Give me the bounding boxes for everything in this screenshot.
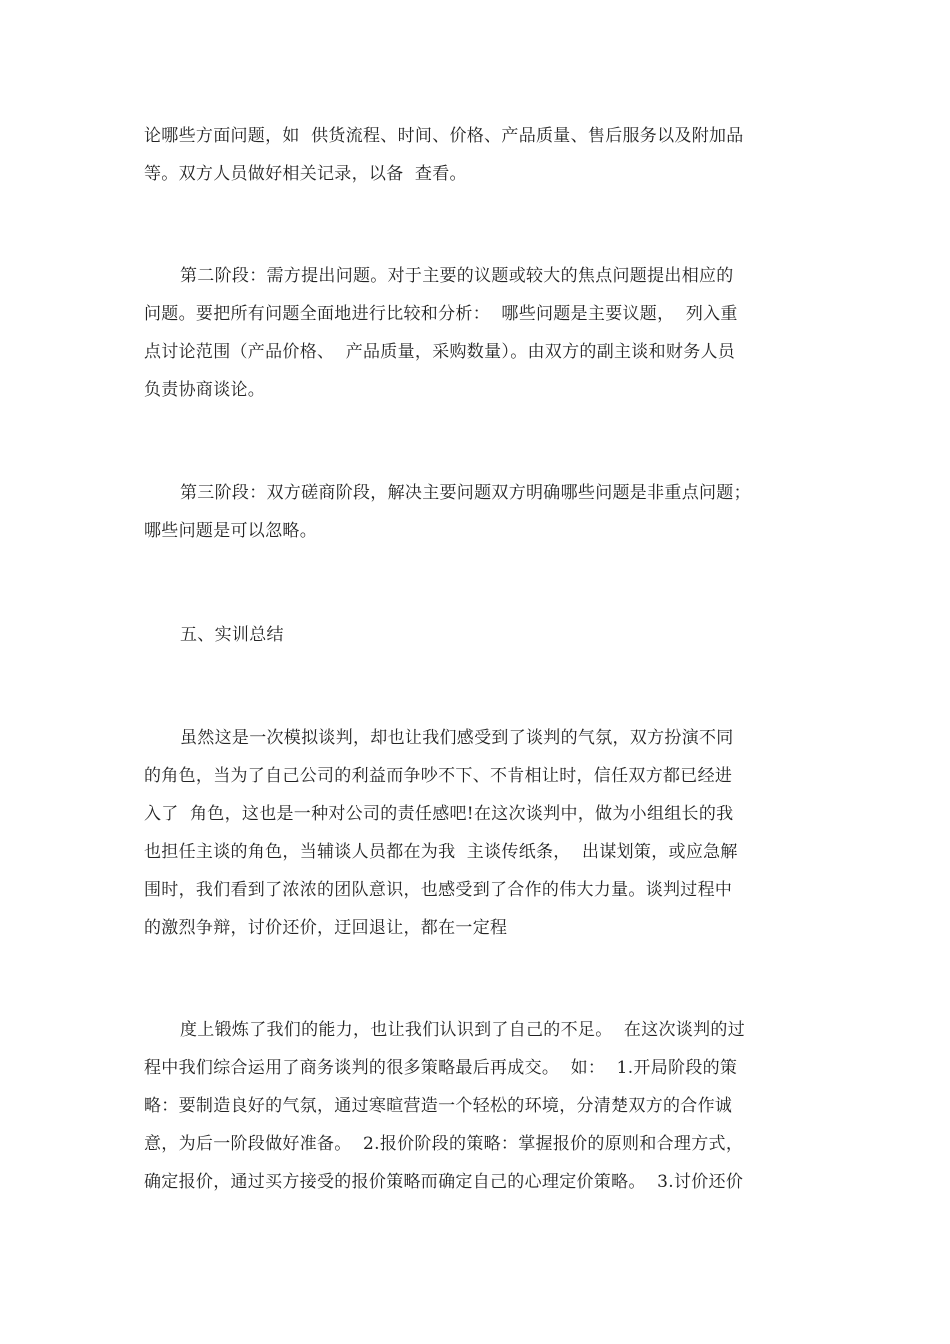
paragraph-5-line-3: 略：要制造良好的气氛，通过寒暄营造一个轻松的环境，分清楚双方的合作诚 (144, 1096, 733, 1116)
paragraph-4-line-4: 也担任主谈的角色，当辅谈人员都在为我 主谈传纸条， 出谋划策，或应急解 (144, 842, 738, 862)
paragraph-3-line-2: 哪些问题是可以忽略。 (144, 521, 317, 541)
paragraph-5-line-1: 度上锻炼了我们的能力，也让我们认识到了自己的不足。 在这次谈判的过 (180, 1020, 746, 1040)
paragraph-5-line-2: 程中我们综合运用了商务谈判的很多策略最后再成交。 如： 1.开局阶段的策 (144, 1058, 738, 1078)
paragraph-3-line-1: 第三阶段：双方磋商阶段，解决主要问题双方明确哪些问题是非重点问题； (180, 483, 751, 503)
paragraph-2-line-3: 点讨论范围（产品价格、 产品质量，采购数量）。由双方的副主谈和财务人员 (144, 342, 736, 362)
paragraph-2-line-1: 第二阶段：需方提出问题。对于主要的议题或较大的焦点问题提出相应的 (180, 266, 734, 286)
paragraph-2-line-4: 负责协商谈论。 (144, 380, 266, 400)
paragraph-4-line-1: 虽然这是一次模拟谈判，却也让我们感受到了谈判的气氛，双方扮演不同 (180, 728, 734, 748)
paragraph-1-line-1: 论哪些方面问题，如 供货流程、时间、价格、产品质量、售后服务以及附加品 (144, 126, 744, 146)
paragraph-2-line-2: 问题。要把所有问题全面地进行比较和分析： 哪些问题是主要议题， 列入重 (144, 304, 738, 324)
section-heading: 五、实训总结 (180, 625, 284, 645)
paragraph-5-line-4: 意，为后一阶段做好准备。 2.报价阶段的策略：掌握报价的原则和合理方式， (144, 1134, 744, 1154)
paragraph-1-line-2: 等。双方人员做好相关记录，以备 查看。 (144, 164, 467, 184)
paragraph-4-line-3: 入了 角色，这也是一种对公司的责任感吧!在这次谈判中，做为小组组长的我 (144, 804, 734, 824)
paragraph-4-line-5: 围时，我们看到了浓浓的团队意识，也感受到了合作的伟大力量。谈判过程中 (144, 880, 733, 900)
paragraph-5-line-5: 确定报价，通过买方接受的报价策略而确定自己的心理定价策略。 3.讨价还价 (144, 1172, 744, 1192)
paragraph-4-line-2: 的角色，当为了自己公司的利益而争吵不下、不肯相让时，信任双方都已经进 (144, 766, 733, 786)
paragraph-4-line-6: 的激烈争辩，讨价还价，迂回退让，都在一定程 (144, 918, 508, 938)
